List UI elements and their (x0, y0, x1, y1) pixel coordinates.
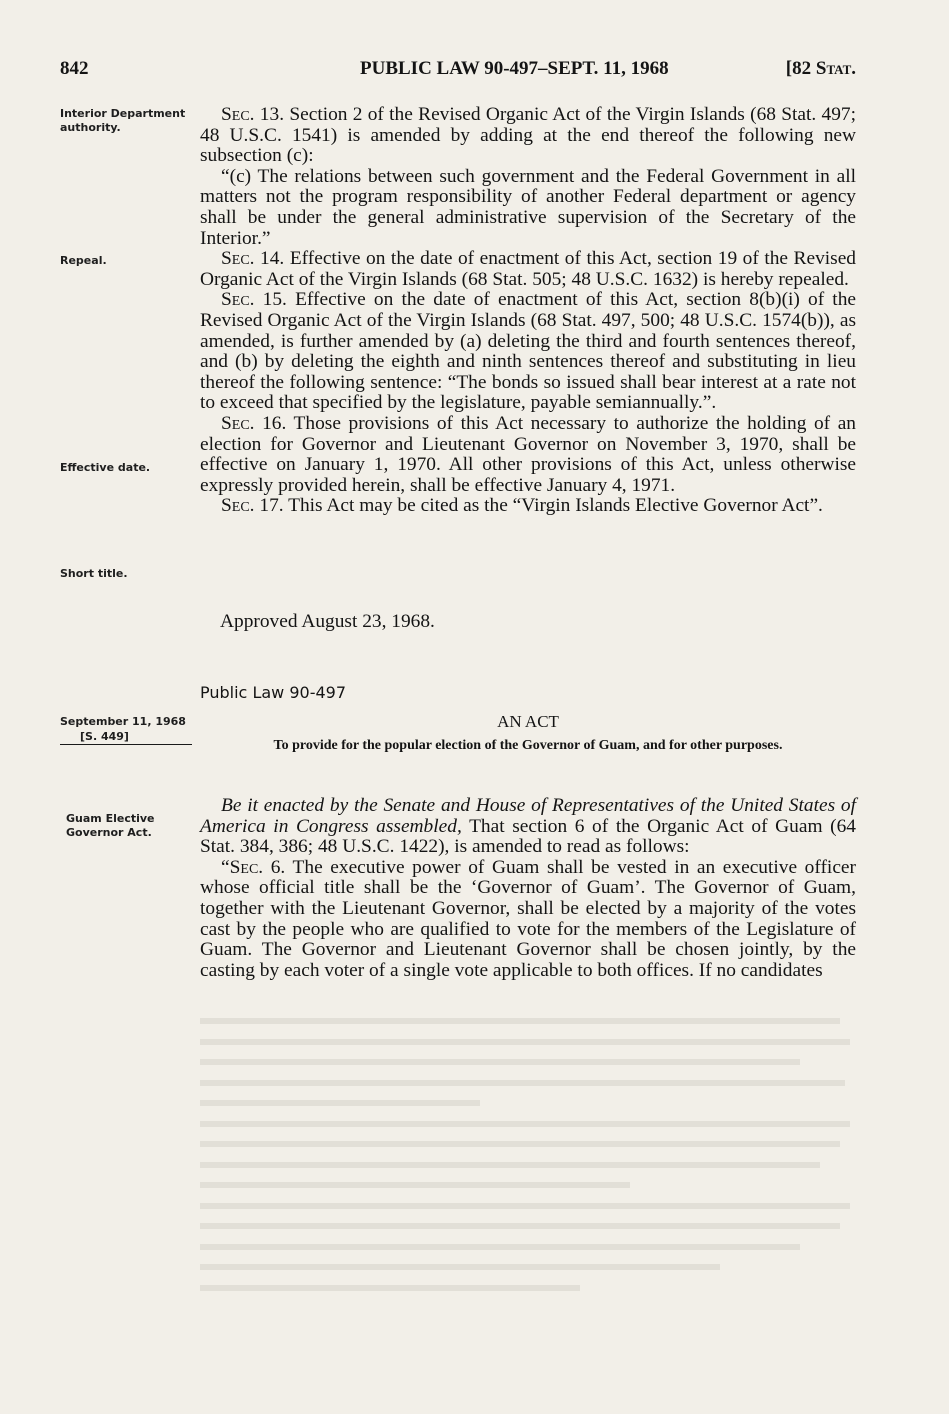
section-label: Sec. 17. (221, 495, 284, 517)
header-title: PUBLIC LAW 90-497–SEPT. 11, 1968 (360, 58, 669, 79)
margin-note-repeal: Repeal. (60, 254, 107, 267)
enactment-body (200, 796, 856, 981)
margin-note-effective-date: Effective date. (60, 461, 151, 474)
statute-reference (786, 58, 856, 80)
section-label: Sec. 14. (221, 248, 285, 270)
margin-note-bill-number: [S. 449] (80, 730, 129, 743)
margin-note-short-title: Short title. (60, 567, 128, 580)
section-label: Sec. 15. (221, 289, 287, 311)
section-17 (200, 496, 856, 517)
statute-label: Stat. (815, 58, 856, 79)
section-15 (200, 290, 856, 414)
margin-note-date: September 11, 1968 (60, 715, 186, 728)
section-text: This Act may be cited as the “Virgin Islands Elective Governor Act”. (288, 495, 823, 517)
page-number: 842 (60, 58, 89, 79)
margin-rule (60, 744, 192, 745)
section-label: “Sec. 6. (221, 856, 286, 878)
section-text: The executive power of Guam shall be vested in an executive officer whose official title shall be the ‘Governor of Guam’. The Governor of Guam, together with the Lieutenant Governor, shall be elected by a majority of the votes cast by the people who are qualified to vote for the members of the Legislature of Guam. The Governor and Lieutenant Governor shall be chosen jointly, by the casting by each voter of a single vote applicable to both offices. If no candidates (200, 856, 856, 981)
section-label: Sec. 16. (221, 412, 287, 434)
bleed-through-texture (200, 1010, 856, 1297)
section-text: Effective on the date of enactment of this Act, section 8(b)(i) of the Revised Organic Act of the Virgin Islands (68 Stat. 497, 500; 48 U.S.C. 1574(b)), as amended, is further amended by (a) deleting the third and fourth sentences thereof, and (b) by deleting the eighth and ninth sentences thereof and substituting in lieu thereof the following sentence: “The bonds so issued shall bear interest at a rate not to exceed that specified by the legislature, payable semiannually.”. (200, 289, 856, 414)
section-13 (200, 105, 856, 167)
section-label: Sec. 13. (221, 104, 285, 125)
section-text: Effective on the date of enactment of this Act, section 19 of the Revised Organic Act of the Virgin Islands (68 Stat. 505; 48 U.S.C. 1632) is hereby repealed. (200, 248, 856, 290)
sections-body (200, 105, 856, 517)
section-text: Those provisions of this Act necessary to authorize the holding of an election for Governor and Lieutenant Governor on November 3, 1970, shall be effective on January 1, 1970. All other provisions of this Act, unless otherwise expressly provided herein, shall be effective January 4, 1971. (200, 412, 857, 496)
enacting-paragraph (200, 796, 856, 858)
section-text: Section 2 of the Revised Organic Act of the Virgin Islands (68 Stat. 497; 48 U.S.C. 1541) is amended by adding at the end thereof the following new subsection (c): (200, 104, 856, 167)
enact-text: That section 6 of the Organic Act of Guam (64 Stat. 384, 386; 48 U.S.C. 1422), is amended to read as follows: (200, 815, 856, 858)
public-law-number: Public Law 90-497 (200, 683, 346, 702)
section-14 (200, 249, 856, 290)
act-heading: AN ACT (497, 712, 559, 731)
statute-volume: [82 (785, 58, 812, 79)
act-purpose: To provide for the popular election of the Governor of Guam, and for other purposes. (273, 738, 783, 753)
approval-date: Approved August 23, 1968. (220, 611, 435, 632)
section-16 (200, 414, 856, 496)
margin-note-interior: Interior Department authority. (60, 107, 186, 134)
running-header (60, 58, 856, 84)
section-13-quote: “(c) The relations between such government and the Federal Government in all matters not the program responsibility of another Federal department or agency shall be under the general administrative supervision of the Secretary of the Interior.” (200, 165, 856, 249)
enacting-clause: Be it enacted by the Senate and House of Representatives of the United States of America in Congress assembled, (200, 795, 856, 837)
guam-section-6 (200, 858, 856, 982)
margin-note-guam: Guam Elective Governor Act. (66, 812, 155, 839)
